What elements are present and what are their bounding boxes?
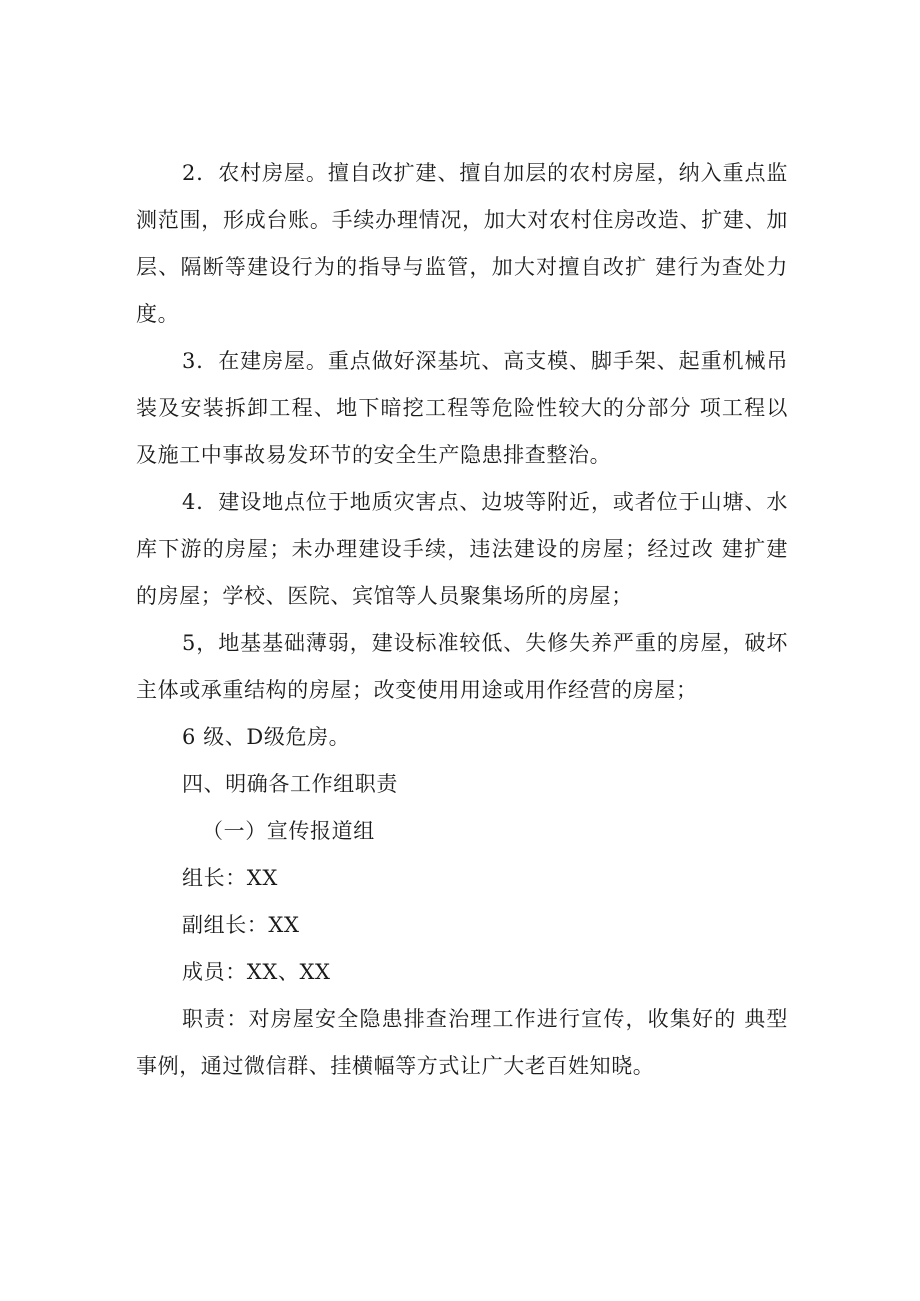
subsection-heading-publicity-group: （一）宣传报道组 [202,819,375,843]
paragraph-under-construction: 3．在建房屋。重点做好深基坑、高支模、脚手架、起重机械吊装及安装拆卸工程、地下暗挖工程等危险性较大的分部分 项工程以及施工中事故易发环节的安全生产隐患排查整治。 [136,349,788,467]
paragraph-hazard-location: 4．建设地点位于地质灾害点、边坡等附近，或者位于山塘、水库下游的房屋；未办理建设手续，违法建设的房屋；经过改 建扩建的房屋；学校、医院、宾馆等人员聚集场所的房屋； [136,490,788,608]
group-members: 成员：XX、XX [182,960,331,984]
document-body [136,150,788,1090]
paragraph-dangerous-grade: 6 级、D级危房。 [182,725,351,749]
paragraph-weak-foundation: 5，地基基础薄弱，建设标准较低、失修失养严重的房屋，破坏主体或承重结构的房屋；改变使用用途或用作经营的房屋； [136,631,788,702]
section-heading-responsibilities: 四、明确各工作组职责 [182,772,398,796]
group-duty: 职责：对房屋安全隐患排查治理工作进行宣传，收集好的 典型事例，通过微信群、挂横幅等方式让广大老百姓知晓。 [136,1007,788,1078]
paragraph-rural-houses: 2．农村房屋。擅自改扩建、擅自加层的农村房屋，纳入重点监测范围，形成台账。手续办理情况，加大对农村住房改造、扩建、加层、隔断等建设行为的指导与监管，加大对擅自改扩 建行为查处力度。 [136,161,788,326]
group-leader: 组长：XX [182,866,278,890]
group-deputy-leader: 副组长：XX [182,913,300,937]
